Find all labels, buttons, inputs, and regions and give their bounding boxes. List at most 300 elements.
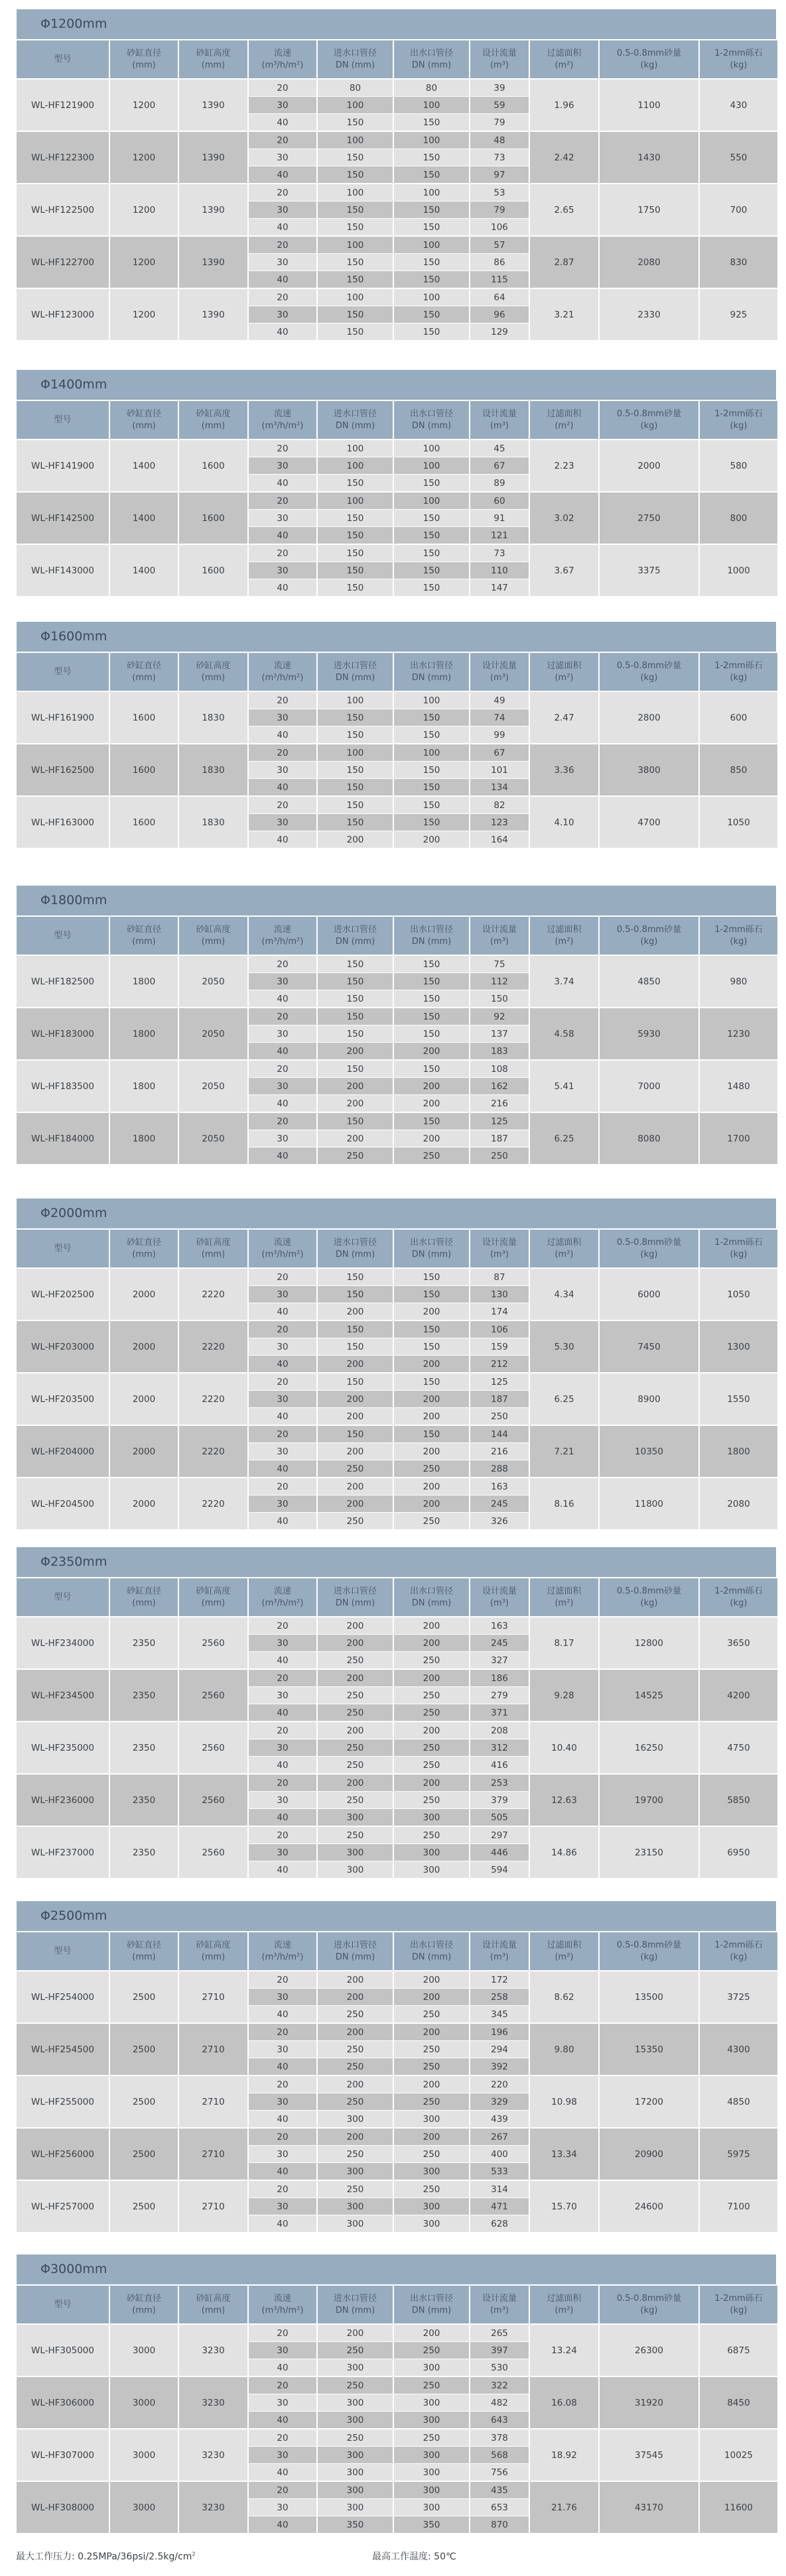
sand-cell: 19700 bbox=[600, 1775, 698, 1826]
flow-subrow bbox=[249, 973, 529, 990]
gravel-cell: 1000 bbox=[700, 545, 777, 596]
outlet-cell: 250 bbox=[394, 2430, 469, 2446]
inlet-cell: 150 bbox=[318, 814, 393, 831]
velocity-cell: 40 bbox=[249, 2412, 316, 2428]
header-unit: (m²) bbox=[555, 1598, 574, 1608]
header-unit: (kg) bbox=[640, 936, 658, 947]
velocity-cell: 40 bbox=[249, 779, 316, 795]
header-label: 流速 bbox=[273, 2293, 291, 2304]
inlet-cell: 150 bbox=[318, 271, 393, 288]
header-label: 砂缸直径 bbox=[126, 1940, 161, 1950]
area-header bbox=[530, 1230, 598, 1267]
sand-cell: 4700 bbox=[600, 797, 698, 848]
outlet-cell: 200 bbox=[394, 1971, 469, 1988]
model-cell: WL-HF162500 bbox=[17, 744, 109, 795]
area-cell: 2.65 bbox=[530, 184, 598, 235]
outlet-cell: 100 bbox=[394, 744, 469, 761]
height-cell: 1390 bbox=[179, 80, 247, 131]
flow-cell: 756 bbox=[470, 2464, 529, 2481]
flow-subrow bbox=[249, 2111, 529, 2127]
area-cell: 2.47 bbox=[530, 692, 598, 743]
table-row bbox=[17, 2377, 777, 2428]
flow-cell: 530 bbox=[470, 2359, 529, 2376]
header-unit: (m³/h/m²) bbox=[261, 1598, 304, 1608]
flow-cell: 75 bbox=[470, 956, 529, 972]
header-label: 1-2mm砾石 bbox=[714, 660, 763, 671]
header-label: 流速 bbox=[273, 1940, 291, 1950]
gravel-cell: 430 bbox=[700, 80, 777, 131]
flow-subrow bbox=[249, 2482, 529, 2498]
table-row bbox=[17, 2181, 777, 2232]
diameter-cell: 1800 bbox=[110, 956, 178, 1007]
header-unit: (m²) bbox=[555, 936, 574, 947]
area-cell: 16.08 bbox=[530, 2377, 598, 2428]
velocity-cell: 40 bbox=[249, 1652, 316, 1669]
diameter-cell: 2500 bbox=[110, 2024, 178, 2075]
flow-cell: 99 bbox=[470, 727, 529, 743]
inlet-cell: 200 bbox=[318, 1775, 393, 1791]
area-header bbox=[530, 40, 598, 78]
spec-table bbox=[17, 2286, 776, 2533]
header-unit: (m³/h/m²) bbox=[261, 1952, 304, 1962]
inlet-cell: 150 bbox=[318, 1374, 393, 1390]
velocity-cell: 20 bbox=[249, 1426, 316, 1442]
flow-cell: 121 bbox=[470, 527, 529, 544]
velocity-cell: 40 bbox=[249, 1757, 316, 1773]
height-cell: 1600 bbox=[179, 440, 247, 491]
flow-subrow bbox=[249, 2058, 529, 2075]
spec-table bbox=[17, 653, 776, 848]
area-cell: 21.76 bbox=[530, 2482, 598, 2533]
outlet-cell: 300 bbox=[394, 2447, 469, 2463]
outlet-cell: 250 bbox=[394, 1704, 469, 1721]
flow-subrow bbox=[249, 2499, 529, 2516]
table-row bbox=[17, 2076, 777, 2127]
table-row bbox=[17, 1426, 777, 1477]
inlet-cell: 150 bbox=[318, 114, 393, 131]
header-label: 1-2mm砾石 bbox=[714, 924, 763, 935]
flow-cell: 870 bbox=[470, 2516, 529, 2533]
model-cell: WL-HF254500 bbox=[17, 2024, 109, 2075]
outlet-cell: 150 bbox=[394, 709, 469, 726]
header-unit: DN (mm) bbox=[411, 420, 452, 431]
flow-cell: 162 bbox=[470, 1078, 529, 1094]
flow-rate-subrows bbox=[249, 493, 529, 544]
flow-cell: 45 bbox=[470, 440, 529, 457]
inlet-cell: 150 bbox=[318, 149, 393, 166]
flow-cell: 653 bbox=[470, 2499, 529, 2516]
flow-subrow bbox=[249, 2377, 529, 2394]
inlet-cell: 150 bbox=[318, 1061, 393, 1077]
flow-subrow bbox=[249, 2041, 529, 2058]
flow-subrow bbox=[249, 1687, 529, 1704]
inlet-cell: 300 bbox=[318, 2499, 393, 2516]
diameter-cell: 2500 bbox=[110, 2076, 178, 2127]
flow-cell: 294 bbox=[470, 2041, 529, 2058]
flow-rate-subrows bbox=[249, 440, 529, 491]
inlet-cell: 200 bbox=[318, 1303, 393, 1320]
velocity-cell: 20 bbox=[249, 1269, 316, 1285]
inlet-cell: 80 bbox=[318, 80, 393, 96]
gravel-cell: 5975 bbox=[700, 2129, 777, 2180]
outlet-cell: 100 bbox=[394, 132, 469, 148]
header-label: 进水口管径 bbox=[333, 1237, 377, 1248]
area-cell: 1.96 bbox=[530, 80, 598, 131]
inlet-cell: 150 bbox=[318, 709, 393, 726]
header-label: 0.5-0.8mm砂量 bbox=[616, 2293, 682, 2304]
inlet-cell: 200 bbox=[318, 2024, 393, 2040]
model-cell: WL-HF203500 bbox=[17, 1374, 109, 1425]
flow-cell: 64 bbox=[470, 289, 529, 306]
header-unit: (mm) bbox=[132, 1598, 156, 1608]
sand-cell: 8080 bbox=[600, 1113, 698, 1164]
outlet-cell: 300 bbox=[394, 2198, 469, 2215]
area-cell: 18.92 bbox=[530, 2430, 598, 2481]
outlet-cell: 100 bbox=[394, 440, 469, 457]
inlet-cell: 150 bbox=[318, 1321, 393, 1338]
flow-subrow bbox=[249, 149, 529, 166]
flow-cell: 482 bbox=[470, 2394, 529, 2411]
outlet-cell: 150 bbox=[394, 797, 469, 813]
area-cell: 5.41 bbox=[530, 1061, 598, 1112]
inlet-cell: 200 bbox=[318, 1670, 393, 1686]
inlet-cell: 100 bbox=[318, 440, 393, 457]
inlet-cell: 200 bbox=[318, 1078, 393, 1094]
flow-subrow bbox=[249, 814, 529, 831]
header-label: 0.5-0.8mm砂量 bbox=[616, 660, 682, 671]
sand-cell: 7000 bbox=[600, 1061, 698, 1112]
gravel-cell: 6875 bbox=[700, 2325, 777, 2376]
flow-subrow bbox=[249, 2464, 529, 2481]
flow-cell: 110 bbox=[470, 562, 529, 579]
flow-subrow bbox=[249, 2516, 529, 2533]
header-label: 流速 bbox=[273, 660, 291, 671]
flow-cell: 371 bbox=[470, 1704, 529, 1721]
sand-cell: 10350 bbox=[600, 1426, 698, 1477]
outlet-cell: 150 bbox=[394, 1286, 469, 1303]
outlet-cell: 200 bbox=[394, 1989, 469, 2005]
flow-subrow bbox=[249, 1844, 529, 1861]
area-header bbox=[530, 1932, 598, 1970]
header-label: 出水口管径 bbox=[409, 2293, 453, 2304]
model-cell: WL-HF307000 bbox=[17, 2430, 109, 2481]
velocity-cell: 20 bbox=[249, 2482, 316, 2498]
diameter-cell: 1600 bbox=[110, 692, 178, 743]
velocity-cell: 40 bbox=[249, 527, 316, 544]
gravel-header bbox=[700, 917, 777, 955]
flow-cell: 73 bbox=[470, 545, 529, 561]
header-unit: (m³/h/m²) bbox=[261, 2305, 304, 2315]
outlet-cell: 150 bbox=[394, 1269, 469, 1285]
model-cell: WL-HF234500 bbox=[17, 1670, 109, 1721]
header-label: 设计流量 bbox=[482, 924, 517, 935]
outlet-cell: 150 bbox=[394, 1374, 469, 1390]
table-row bbox=[17, 1775, 777, 1826]
inlet-cell: 200 bbox=[318, 1391, 393, 1407]
area-cell: 8.16 bbox=[530, 1478, 598, 1529]
sand-cell: 31920 bbox=[600, 2377, 698, 2428]
velocity-header bbox=[249, 2286, 316, 2323]
inlet-header bbox=[318, 40, 393, 78]
table-row bbox=[17, 1670, 777, 1721]
inlet-cell: 250 bbox=[318, 1757, 393, 1773]
outlet-cell: 200 bbox=[394, 1775, 469, 1791]
flow-subrow bbox=[249, 80, 529, 96]
spec-table bbox=[17, 1932, 776, 2232]
flow-cell: 329 bbox=[470, 2093, 529, 2110]
header-label: 砂缸高度 bbox=[196, 2293, 231, 2304]
inlet-cell: 150 bbox=[318, 166, 393, 183]
inlet-cell: 150 bbox=[318, 306, 393, 323]
model-cell: WL-HF122700 bbox=[17, 237, 109, 288]
outlet-cell: 200 bbox=[394, 2024, 469, 2040]
flow-subrow bbox=[249, 1408, 529, 1425]
flow-cell: 137 bbox=[470, 1025, 529, 1042]
flow-subrow bbox=[249, 1338, 529, 1355]
flow-subrow bbox=[249, 457, 529, 474]
height-cell: 1600 bbox=[179, 545, 247, 596]
inlet-cell: 300 bbox=[318, 2447, 393, 2463]
header-label: 型号 bbox=[54, 2299, 72, 2310]
velocity-cell: 20 bbox=[249, 1670, 316, 1686]
velocity-cell: 30 bbox=[249, 562, 316, 579]
flow-subrow bbox=[249, 2215, 529, 2232]
flow-cell: 144 bbox=[470, 1426, 529, 1442]
header-unit: DN (mm) bbox=[411, 2305, 452, 2315]
flow-cell: 134 bbox=[470, 779, 529, 795]
velocity-cell: 40 bbox=[249, 271, 316, 288]
flow-cell: 67 bbox=[470, 457, 529, 474]
outlet-cell: 200 bbox=[394, 2076, 469, 2093]
header-unit: (m²) bbox=[555, 2305, 574, 2315]
outlet-cell: 200 bbox=[394, 1478, 469, 1495]
sand-cell: 1750 bbox=[600, 184, 698, 235]
velocity-cell: 40 bbox=[249, 166, 316, 183]
gravel-cell: 550 bbox=[700, 132, 777, 183]
model-cell: WL-HF143000 bbox=[17, 545, 109, 596]
height-header bbox=[179, 653, 247, 691]
flow-subrow bbox=[249, 2394, 529, 2411]
height-cell: 1830 bbox=[179, 692, 247, 743]
outlet-cell: 150 bbox=[394, 579, 469, 596]
model-cell: WL-HF123000 bbox=[17, 289, 109, 340]
velocity-cell: 40 bbox=[249, 1513, 316, 1529]
flow-subrow bbox=[249, 2163, 529, 2180]
header-unit: (kg) bbox=[640, 2305, 658, 2315]
header-label: 1-2mm砾石 bbox=[714, 1586, 763, 1596]
height-cell: 2560 bbox=[179, 1775, 247, 1826]
table-row bbox=[17, 956, 777, 1007]
velocity-cell: 20 bbox=[249, 1374, 316, 1390]
flow-subrow bbox=[249, 219, 529, 235]
model-cell: WL-HF234000 bbox=[17, 1617, 109, 1669]
flow-cell: 79 bbox=[470, 114, 529, 131]
header-unit: (mm) bbox=[201, 672, 226, 683]
flow-subrow bbox=[249, 289, 529, 306]
flow-subrow bbox=[249, 510, 529, 526]
flow-rate-subrows bbox=[249, 2076, 529, 2127]
flow-subrow bbox=[249, 1303, 529, 1320]
header-label: 过滤面积 bbox=[547, 2293, 582, 2304]
velocity-cell: 30 bbox=[249, 149, 316, 166]
flow-cell: 253 bbox=[470, 1775, 529, 1791]
height-cell: 1600 bbox=[179, 493, 247, 544]
section-d2500mm bbox=[17, 1901, 776, 2232]
velocity-cell: 30 bbox=[249, 2394, 316, 2411]
inlet-cell: 150 bbox=[318, 1269, 393, 1285]
diameter-header bbox=[110, 917, 178, 955]
velocity-cell: 40 bbox=[249, 475, 316, 491]
height-cell: 2220 bbox=[179, 1269, 247, 1320]
flow-cell: 250 bbox=[470, 1408, 529, 1425]
inlet-cell: 150 bbox=[318, 779, 393, 795]
flow-subrow bbox=[249, 1757, 529, 1773]
flow-rate-subrows bbox=[249, 1269, 529, 1320]
table-row bbox=[17, 1061, 777, 1112]
sand-cell: 17200 bbox=[600, 2076, 698, 2127]
outlet-cell: 150 bbox=[394, 202, 469, 218]
flow-subrow bbox=[249, 579, 529, 596]
header-unit: (m³) bbox=[490, 1952, 509, 1962]
gravel-header bbox=[700, 2286, 777, 2323]
flow-rate-subrows bbox=[249, 237, 529, 288]
header-unit: (kg) bbox=[730, 1249, 748, 1259]
area-cell: 9.80 bbox=[530, 2024, 598, 2075]
header-unit: (mm) bbox=[201, 1598, 226, 1608]
header-label: 0.5-0.8mm砂量 bbox=[616, 1586, 682, 1596]
area-cell: 7.21 bbox=[530, 1426, 598, 1477]
flow-subrow bbox=[249, 545, 529, 561]
flow-rate-subrows bbox=[249, 1722, 529, 1773]
gravel-cell: 11600 bbox=[700, 2482, 777, 2533]
inlet-cell: 150 bbox=[318, 973, 393, 990]
sand-cell: 2330 bbox=[600, 289, 698, 340]
model-cell: WL-HF308000 bbox=[17, 2482, 109, 2533]
height-header bbox=[179, 1578, 247, 1616]
inlet-cell: 200 bbox=[318, 1971, 393, 1988]
sand-header bbox=[600, 1578, 698, 1616]
diameter-cell: 1400 bbox=[110, 440, 178, 491]
inlet-cell: 250 bbox=[318, 1147, 393, 1164]
outlet-cell: 250 bbox=[394, 1460, 469, 1477]
header-unit: (mm) bbox=[201, 936, 226, 947]
inlet-header bbox=[318, 2286, 393, 2323]
header-unit: (kg) bbox=[730, 2305, 748, 2315]
gravel-cell: 800 bbox=[700, 493, 777, 544]
flow-cell: 322 bbox=[470, 2377, 529, 2394]
flow-subrow bbox=[249, 271, 529, 288]
header-unit: (m³/h/m²) bbox=[261, 1249, 304, 1259]
model-header bbox=[17, 917, 109, 955]
header-label: 设计流量 bbox=[482, 1586, 517, 1596]
diameter-header bbox=[110, 2286, 178, 2323]
header-unit: (m³/h/m²) bbox=[261, 60, 304, 70]
table-row bbox=[17, 2482, 777, 2533]
velocity-cell: 30 bbox=[249, 2146, 316, 2162]
inlet-cell: 250 bbox=[318, 1739, 393, 1756]
section-d2000mm bbox=[17, 1199, 776, 1529]
velocity-header bbox=[249, 40, 316, 78]
inlet-cell: 150 bbox=[318, 562, 393, 579]
diameter-cell: 2350 bbox=[110, 1670, 178, 1721]
outlet-cell: 250 bbox=[394, 1792, 469, 1808]
flow-subrow bbox=[249, 1356, 529, 1372]
header-label: 流速 bbox=[273, 924, 291, 935]
spec-table bbox=[17, 1230, 776, 1529]
velocity-cell: 30 bbox=[249, 814, 316, 831]
height-cell: 1830 bbox=[179, 797, 247, 848]
flow-header bbox=[470, 1578, 529, 1616]
flow-subrow bbox=[249, 2342, 529, 2359]
velocity-cell: 30 bbox=[249, 254, 316, 270]
header-label: 型号 bbox=[54, 54, 72, 64]
inlet-cell: 300 bbox=[318, 1861, 393, 1878]
diameter-cell: 1800 bbox=[110, 1061, 178, 1112]
inlet-cell: 150 bbox=[318, 762, 393, 778]
velocity-cell: 20 bbox=[249, 1061, 316, 1077]
model-cell: WL-HF204500 bbox=[17, 1478, 109, 1529]
outlet-cell: 150 bbox=[394, 762, 469, 778]
inlet-cell: 150 bbox=[318, 956, 393, 972]
flow-rate-subrows bbox=[249, 1478, 529, 1529]
spec-table bbox=[17, 401, 776, 596]
outlet-cell: 250 bbox=[394, 1757, 469, 1773]
velocity-header bbox=[249, 917, 316, 955]
flow-cell: 643 bbox=[470, 2412, 529, 2428]
model-cell: WL-HF121900 bbox=[17, 80, 109, 131]
diameter-cell: 1200 bbox=[110, 184, 178, 235]
flow-subrow bbox=[249, 1321, 529, 1338]
header-unit: (kg) bbox=[730, 672, 748, 683]
outlet-header bbox=[394, 653, 469, 691]
flow-subrow bbox=[249, 1971, 529, 1988]
outlet-cell: 150 bbox=[394, 779, 469, 795]
velocity-cell: 30 bbox=[249, 1792, 316, 1808]
outlet-cell: 150 bbox=[394, 973, 469, 990]
height-cell: 2560 bbox=[179, 1722, 247, 1773]
header-label: 0.5-0.8mm砂量 bbox=[616, 48, 682, 58]
flow-cell: 594 bbox=[470, 1861, 529, 1878]
flow-subrow bbox=[249, 562, 529, 579]
model-cell: WL-HF237000 bbox=[17, 1827, 109, 1878]
header-label: 1-2mm砾石 bbox=[714, 408, 763, 419]
outlet-cell: 200 bbox=[394, 1356, 469, 1372]
flow-subrow bbox=[249, 1617, 529, 1634]
gravel-cell: 1300 bbox=[700, 1321, 777, 1372]
height-cell: 2560 bbox=[179, 1827, 247, 1878]
velocity-cell: 20 bbox=[249, 1617, 316, 1634]
area-cell: 2.87 bbox=[530, 237, 598, 288]
header-unit: DN (mm) bbox=[411, 1952, 452, 1962]
flow-subrow bbox=[249, 1130, 529, 1147]
flow-subrow bbox=[249, 762, 529, 778]
header-unit: (m³) bbox=[490, 936, 509, 947]
velocity-cell: 20 bbox=[249, 1113, 316, 1130]
flow-cell: 130 bbox=[470, 1286, 529, 1303]
velocity-cell: 40 bbox=[249, 2215, 316, 2232]
flow-subrow bbox=[249, 831, 529, 848]
velocity-header bbox=[249, 1932, 316, 1970]
flow-subrow bbox=[249, 797, 529, 813]
model-cell: WL-HF255000 bbox=[17, 2076, 109, 2127]
diameter-cell: 3000 bbox=[110, 2482, 178, 2533]
velocity-cell: 40 bbox=[249, 2163, 316, 2180]
outlet-cell: 200 bbox=[394, 1617, 469, 1634]
diameter-cell: 3000 bbox=[110, 2377, 178, 2428]
flow-subrow bbox=[249, 2181, 529, 2197]
velocity-cell: 30 bbox=[249, 762, 316, 778]
header-unit: (mm) bbox=[132, 60, 156, 70]
